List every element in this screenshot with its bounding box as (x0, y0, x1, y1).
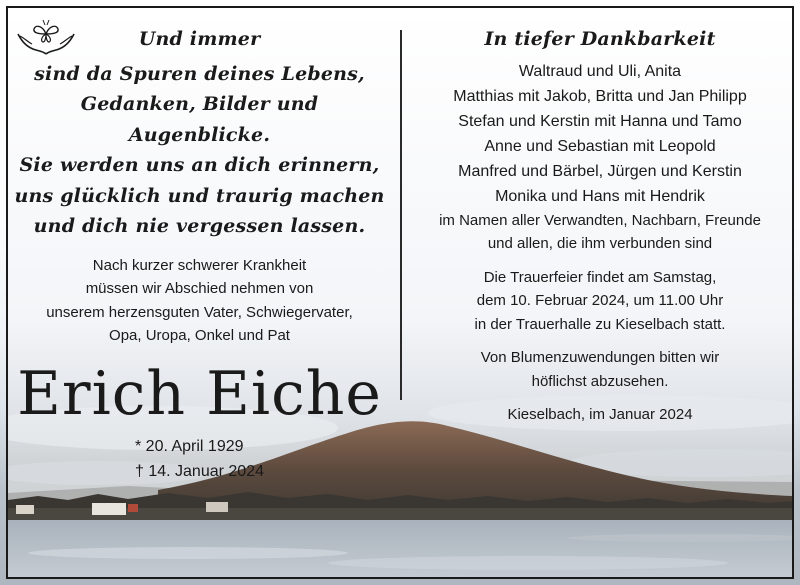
poem-line: Gedanken, Bilder und Augenblicke. (80, 93, 319, 146)
mourner-line: Manfred und Bärbel, Jürgen und Kerstin (458, 162, 742, 180)
right-column (412, 22, 788, 427)
announcement-line: müssen wir Abschied nehmen von (85, 280, 314, 297)
poem-line: Und immer (138, 28, 261, 50)
flowers-line: Von Blumenzuwendungen bitten wir (480, 349, 720, 366)
poem-line: und dich nie vergessen lassen. (33, 215, 366, 237)
funeral-line: Die Trauerfeier findet am Samstag, (483, 268, 717, 286)
mourner-line: Matthias mit Jakob, Britta und Jan Philipp (453, 87, 747, 105)
announcement-line: Opa, Uropa, Onkel und Pat (109, 327, 290, 344)
deceased-name: Erich Eiche (17, 358, 382, 429)
left-column (12, 22, 387, 484)
mourner-line: Monika und Hans mit Hendrik (495, 187, 705, 205)
birth-date: * 20. April 1929 (135, 437, 244, 455)
funeral-line: in der Trauerhalle zu Kieselbach statt. (474, 315, 726, 333)
flowers-line: höflichst abzusehen. (531, 372, 669, 390)
poem-line: Sie werden uns an dich erinnern, (19, 154, 380, 176)
death-date: † 14. Januar 2024 (135, 462, 264, 480)
life-dates (135, 434, 264, 484)
poem-line: sind da Spuren deines Lebens, (34, 62, 365, 85)
mourner-line: Anne und Sebastian mit Leopold (484, 137, 716, 155)
announcement-line: unserem herzensguten Vater, Schwiegervater, (46, 303, 353, 321)
poem-line: uns glücklich und traurig machen (14, 184, 385, 207)
place-date: Kieselbach, im Januar 2024 (507, 406, 693, 423)
mourners-heading: In tiefer Dankbarkeit (484, 28, 716, 50)
announcement-line: Nach kurzer schwerer Krankheit (92, 256, 307, 274)
relatives-line: im Namen aller Verwandten, Nachbarn, Freunde (439, 211, 761, 229)
hands-butterfly-icon (14, 12, 78, 58)
mourner-line: Stefan und Kerstin mit Hanna und Tamo (458, 112, 742, 130)
relatives-line: und allen, die ihm verbunden sind (487, 235, 713, 252)
mourner-line: Waltraud und Uli, Anita (518, 62, 682, 80)
funeral-line: dem 10. Februar 2024, um 11.00 Uhr (476, 292, 724, 309)
column-divider (400, 30, 402, 400)
